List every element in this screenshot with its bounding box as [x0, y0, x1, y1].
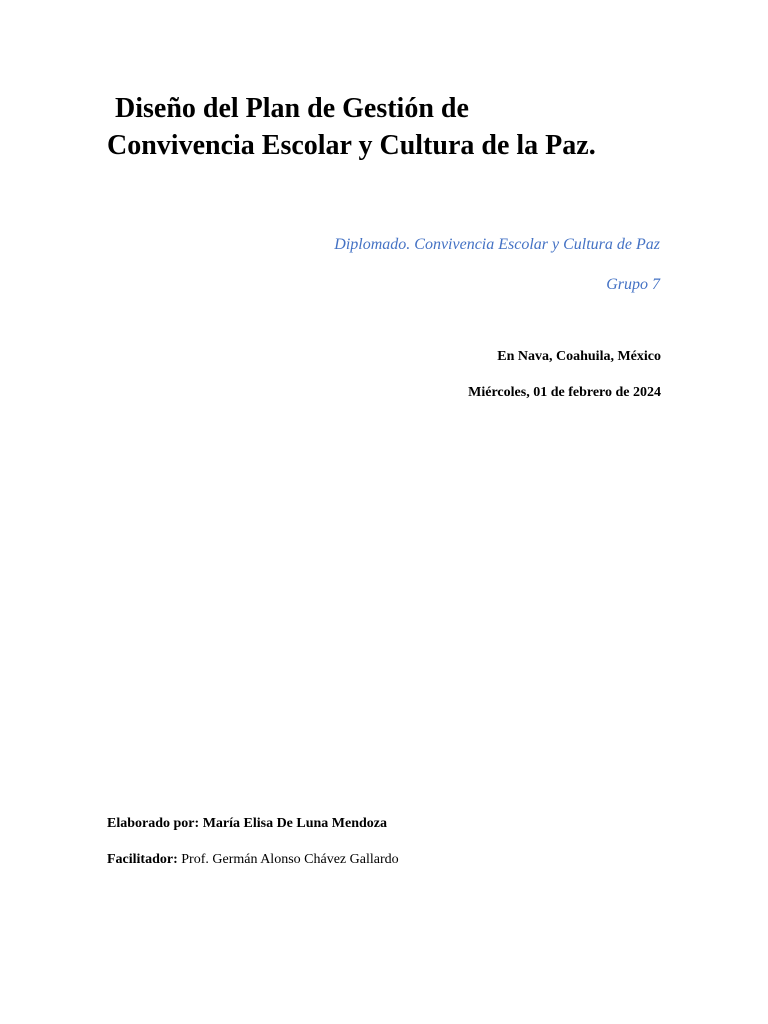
facilitator-line — [107, 852, 399, 868]
author-line — [107, 816, 387, 832]
group-subtitle: Grupo 7 — [606, 276, 660, 293]
author-name: María Elisa De Luna Mendoza — [202, 816, 388, 831]
author-label: Elaborado por: — [107, 816, 200, 831]
location-text: En Nava, Coahuila, México — [497, 349, 661, 364]
facilitator-label: Facilitador: — [107, 852, 178, 867]
title-line-2: Convivencia Escolar y Cultura de la Paz. — [107, 130, 596, 161]
facilitator-name: Prof. Germán Alonso Chávez Gallardo — [181, 852, 399, 867]
course-subtitle: Diplomado. Convivencia Escolar y Cultura de Paz — [334, 236, 660, 253]
date-text: Miércoles, 01 de febrero de 2024 — [468, 385, 661, 400]
title-line-1: Diseño del Plan de Gestión de — [115, 93, 469, 124]
